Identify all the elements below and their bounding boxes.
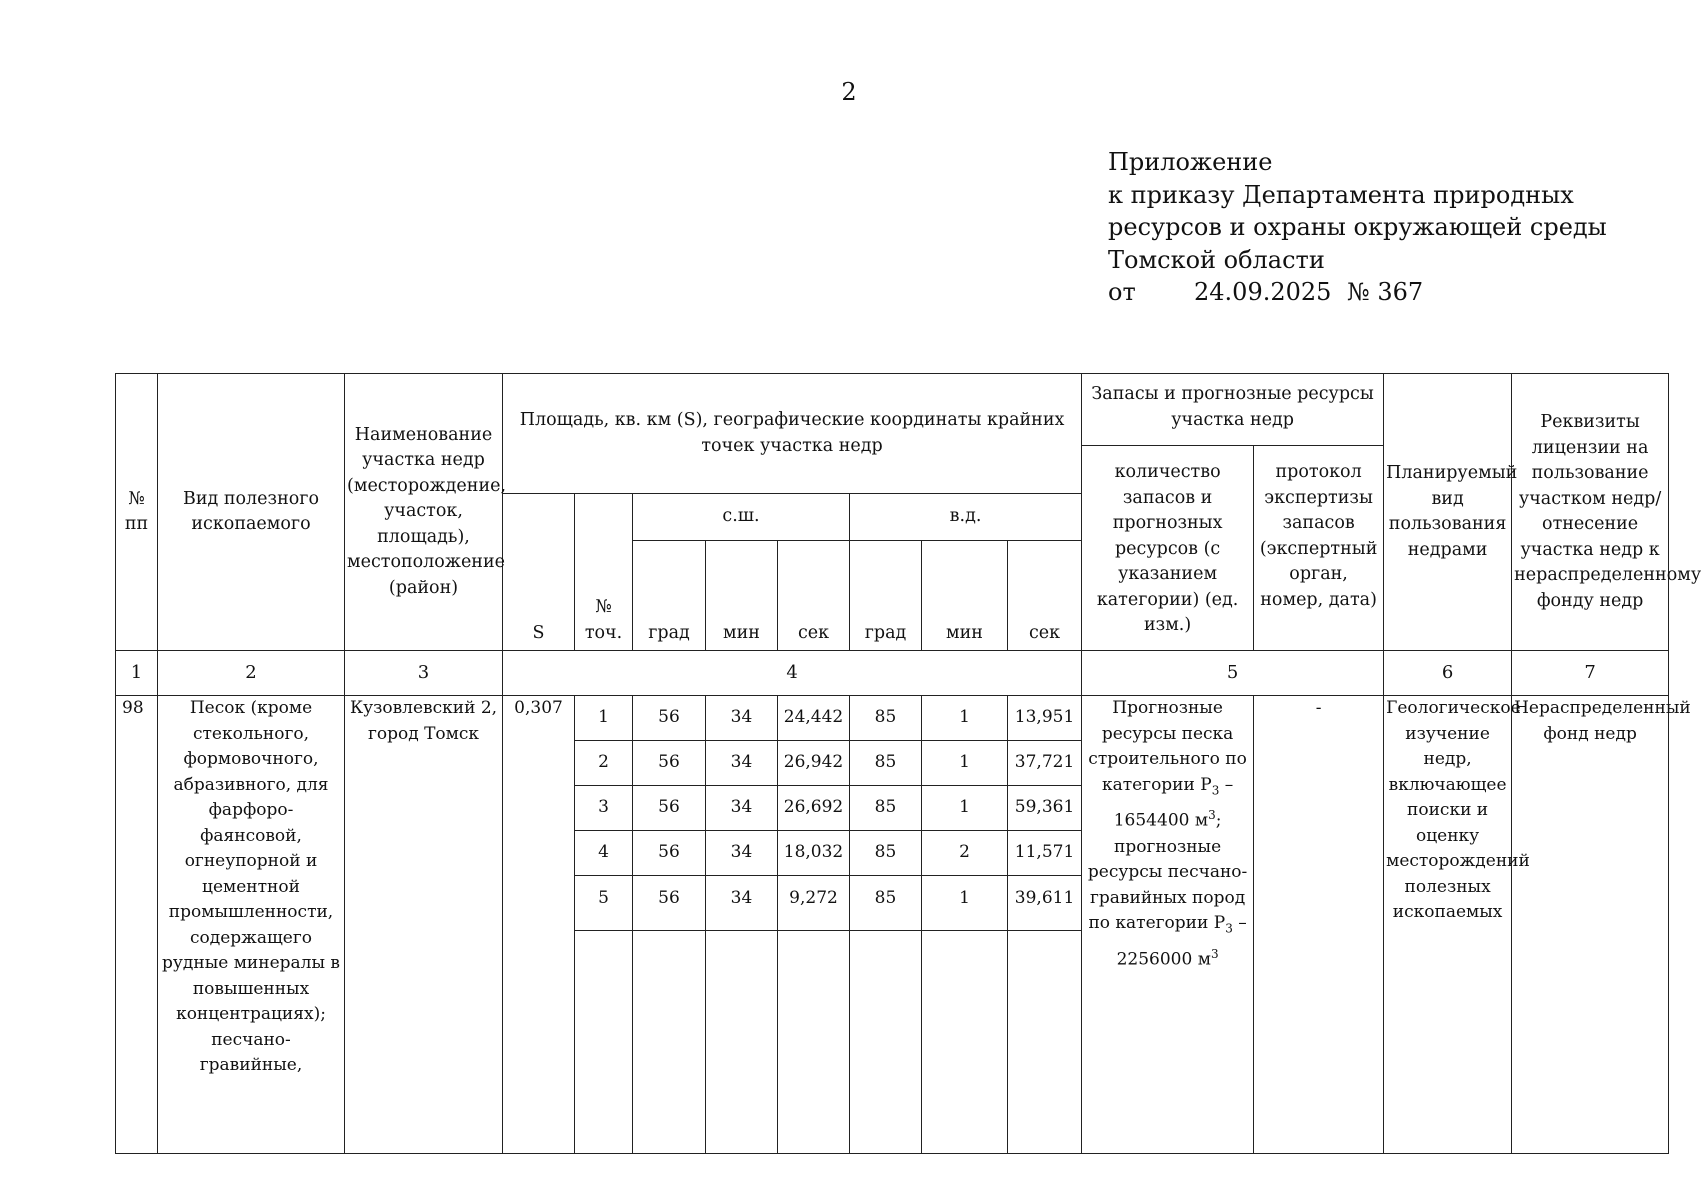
appendix-line-4: Томской области: [1108, 245, 1325, 274]
col-number: 1: [116, 651, 158, 696]
row-site: Кузовлевский 2, город Томск: [345, 696, 503, 1154]
lon-deg: 85: [850, 831, 922, 876]
header-reserves-qty: количество запасов и прогнозных ресурсов (с указанием категории) (ед. изм.): [1082, 446, 1254, 651]
lat-sec: 26,942: [778, 741, 850, 786]
point-number: 2: [575, 741, 633, 786]
row-protocol: -: [1254, 696, 1384, 1154]
lat-sec: 9,272: [778, 876, 850, 931]
header-lat-sec: сек: [778, 541, 850, 651]
row-area: 0,307: [503, 696, 575, 1154]
lon-min: 1: [922, 876, 1008, 931]
lon-deg: 85: [850, 696, 922, 741]
col-number: 5: [1082, 651, 1384, 696]
spacer-cell: [633, 931, 706, 1154]
category-subscript: 3: [1211, 782, 1220, 797]
header-reserves: Запасы и прогнозные ресурсы участка недр: [1082, 374, 1384, 446]
spacer-cell: [850, 931, 922, 1154]
spacer-cell: [575, 931, 633, 1154]
spacer-cell: [1008, 931, 1082, 1154]
appendix-block: [1108, 146, 1607, 309]
header-lon-sec: сек: [1008, 541, 1082, 651]
table-row: [116, 696, 1669, 741]
column-numbers-row: [116, 651, 1669, 696]
header-protocol: протокол экспертизы запасов (экспертный орган, номер, дата): [1254, 446, 1384, 651]
col-number: 2: [158, 651, 345, 696]
lat-min: 34: [706, 876, 778, 931]
point-number: 4: [575, 831, 633, 876]
reserves-text-a: Прогнозные ресурсы песка строительного по категории Р: [1088, 698, 1247, 795]
header-lat: с.ш.: [633, 494, 850, 541]
lon-deg: 85: [850, 741, 922, 786]
row-planned-use: Геологическое изучение недр, включающее поиски и оценку месторождений полезных ископаемых: [1384, 696, 1512, 1154]
lat-deg: 56: [633, 741, 706, 786]
lon-min: 1: [922, 741, 1008, 786]
row-mineral: Песок (кроме стекольного, формовочного, абразивного, для фарфоро-фаянсовой, огнеупорной и цементной промышленности, содержащего рудные минералы в повышенных концентрациях); песчано-гравийные,: [158, 696, 345, 1154]
point-number: 3: [575, 786, 633, 831]
row-license: Нераспределенный фонд недр: [1512, 696, 1669, 1154]
col-number: 3: [345, 651, 503, 696]
lon-sec: 37,721: [1008, 741, 1082, 786]
lon-min: 1: [922, 786, 1008, 831]
row-reserves: [1082, 696, 1254, 1154]
appendix-line-3: ресурсов и охраны окружающей среды: [1108, 213, 1607, 241]
lat-min: 34: [706, 741, 778, 786]
header-mineral: Вид полезного ископаемого: [158, 374, 345, 651]
order-number: № 367: [1347, 278, 1424, 306]
header-lon-deg: град: [850, 541, 922, 651]
category-subscript: 3: [1225, 921, 1233, 936]
appendix-line-2: к приказу Департамента природных: [1108, 180, 1574, 209]
appendix-title: Приложение: [1108, 148, 1273, 176]
unit-superscript: 3: [1210, 946, 1219, 961]
lon-min: 2: [922, 831, 1008, 876]
col-number: 7: [1512, 651, 1669, 696]
page-number: 2: [841, 78, 857, 106]
header-license: Реквизиты лицензии на пользование участком недр/ отнесение участка недр к нераспределенному фонду недр: [1512, 374, 1669, 651]
lat-sec: 18,032: [778, 831, 850, 876]
row-num: 98: [116, 696, 158, 1154]
header-area-coords: Площадь, кв. км (S), географические координаты крайних точек участка недр: [503, 374, 1082, 494]
lat-deg: 56: [633, 831, 706, 876]
spacer-cell: [706, 931, 778, 1154]
col-number: 6: [1384, 651, 1512, 696]
header-point: № точ.: [575, 494, 633, 651]
lon-min: 1: [922, 696, 1008, 741]
lon-sec: 59,361: [1008, 786, 1082, 831]
lat-sec: 24,442: [778, 696, 850, 741]
appendix-date-line: [1108, 276, 1607, 309]
header-s: S: [503, 494, 575, 651]
header-lat-min: мин: [706, 541, 778, 651]
lat-deg: 56: [633, 786, 706, 831]
spacer-cell: [922, 931, 1008, 1154]
lat-sec: 26,692: [778, 786, 850, 831]
lat-deg: 56: [633, 876, 706, 931]
reserves-text-c: ; прогнозные ресурсы песчано-гравийных пород по категории Р: [1087, 811, 1248, 934]
header-lon-min: мин: [922, 541, 1008, 651]
reserves-text-b: – 1654400 м: [1113, 774, 1234, 832]
lat-deg: 56: [633, 696, 706, 741]
from-label: от: [1108, 278, 1136, 306]
header-lat-deg: град: [633, 541, 706, 651]
lon-sec: 39,611: [1008, 876, 1082, 931]
lon-sec: 11,571: [1008, 831, 1082, 876]
spacer-cell: [778, 931, 850, 1154]
lon-sec: 13,951: [1008, 696, 1082, 741]
lon-deg: 85: [850, 876, 922, 931]
header-site: Наименование участка недр (месторождение, участок, площадь), местоположение (район): [345, 374, 503, 651]
lat-min: 34: [706, 696, 778, 741]
header-planned-use: Планируемый вид пользования недрами: [1384, 374, 1512, 651]
header-num: № пп: [116, 374, 158, 651]
order-date: 24.09.2025: [1194, 278, 1332, 306]
header-lon: в.д.: [850, 494, 1082, 541]
point-number: 5: [575, 876, 633, 931]
point-number: 1: [575, 696, 633, 741]
lon-deg: 85: [850, 786, 922, 831]
reserves-text-d: – 2256000 м: [1116, 913, 1247, 970]
subsoil-plot-table: [115, 373, 1701, 1154]
lat-min: 34: [706, 831, 778, 876]
lat-min: 34: [706, 786, 778, 831]
col-number: 4: [503, 651, 1082, 696]
unit-superscript: 3: [1208, 808, 1216, 823]
